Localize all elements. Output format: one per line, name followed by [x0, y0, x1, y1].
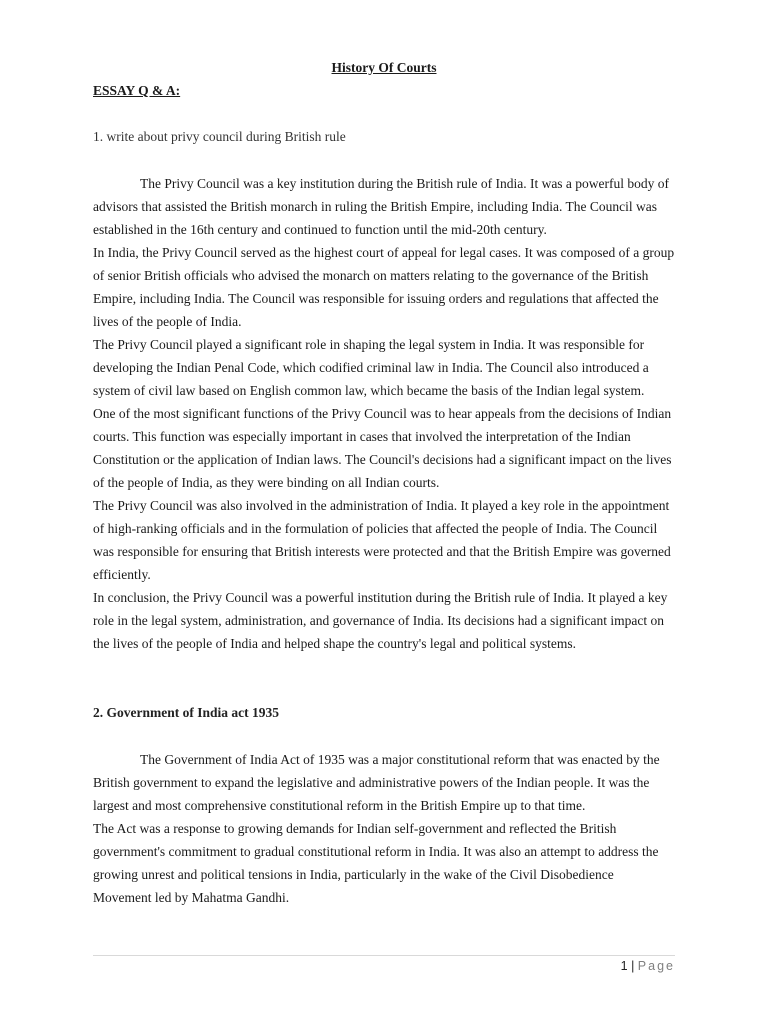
paragraph: In India, the Privy Council served as the highest court of appeal for legal cases. It was composed of a group of senior British officials who advised the monarch on matters relating to the governance of the British Empire, including India. The Council was responsible for issuing orders and regulations that affected the lives of the people of India.	[93, 245, 675, 329]
paragraph: One of the most significant functions of the Privy Council was to hear appeals from the decisions of Indian courts. This function was especially important in cases that involved the interpretation of the Indian Constitution or the application of Indian laws. The Council's decisions had a significant impact on the lives of the people of India, as they were binding on all Indian courts.	[93, 406, 672, 490]
paragraph: The Privy Council was a key institution during the British rule of India. It was a powerful body of advisors that assisted the British monarch in ruling the British Empire, including India. The Council was established in the 16th century and continued to function until the mid-20th century.	[93, 176, 670, 237]
question-1: 1. write about privy council during British rule	[93, 129, 346, 144]
section-2-heading: 2. Government of India act 1935	[93, 705, 279, 720]
paragraph: The Act was a response to growing demands for Indian self-government and reflected the British government's commitment to gradual constitutional reform in India. It was also an attempt to address the growing unrest and political tensions in India, particularly in the wake of the Civil Disobedience Movement led by Mahatma Gandhi.	[93, 821, 659, 905]
section-1-body	[93, 172, 675, 655]
document-title: History Of Courts	[331, 60, 437, 75]
page-footer	[621, 959, 675, 973]
footer-divider	[93, 955, 675, 956]
footer-separator: |	[631, 959, 635, 973]
section-2-body	[93, 748, 675, 909]
essay-heading: ESSAY Q & A:	[93, 83, 181, 98]
paragraph: The Government of India Act of 1935 was a major constitutional reform that was enacted by the British government to expand the legislative and administrative powers of the Indian people. It was the largest and most comprehensive constitutional reform in the British Empire up to that time.	[93, 752, 660, 813]
paragraph: The Privy Council played a significant role in shaping the legal system in India. It was responsible for developing the Indian Penal Code, which codified criminal law in India. The Council also introduced a system of civil law based on English common law, which became the basis of the Indian legal system.	[93, 337, 649, 398]
paragraph: The Privy Council was also involved in the administration of India. It played a key role in the appointment of high-ranking officials and in the formulation of policies that affected the people of India. The Council was responsible for ensuring that British interests were protected and that the British Empire was governed efficiently.	[93, 498, 671, 582]
page-number: 1	[620, 959, 628, 973]
page-label: Page	[637, 959, 675, 973]
paragraph: In conclusion, the Privy Council was a powerful institution during the British rule of India. It played a key role in the legal system, administration, and governance of India. Its decisions had a significant impact on the lives of the people of India and helped shape the country's legal and political systems.	[93, 590, 668, 651]
